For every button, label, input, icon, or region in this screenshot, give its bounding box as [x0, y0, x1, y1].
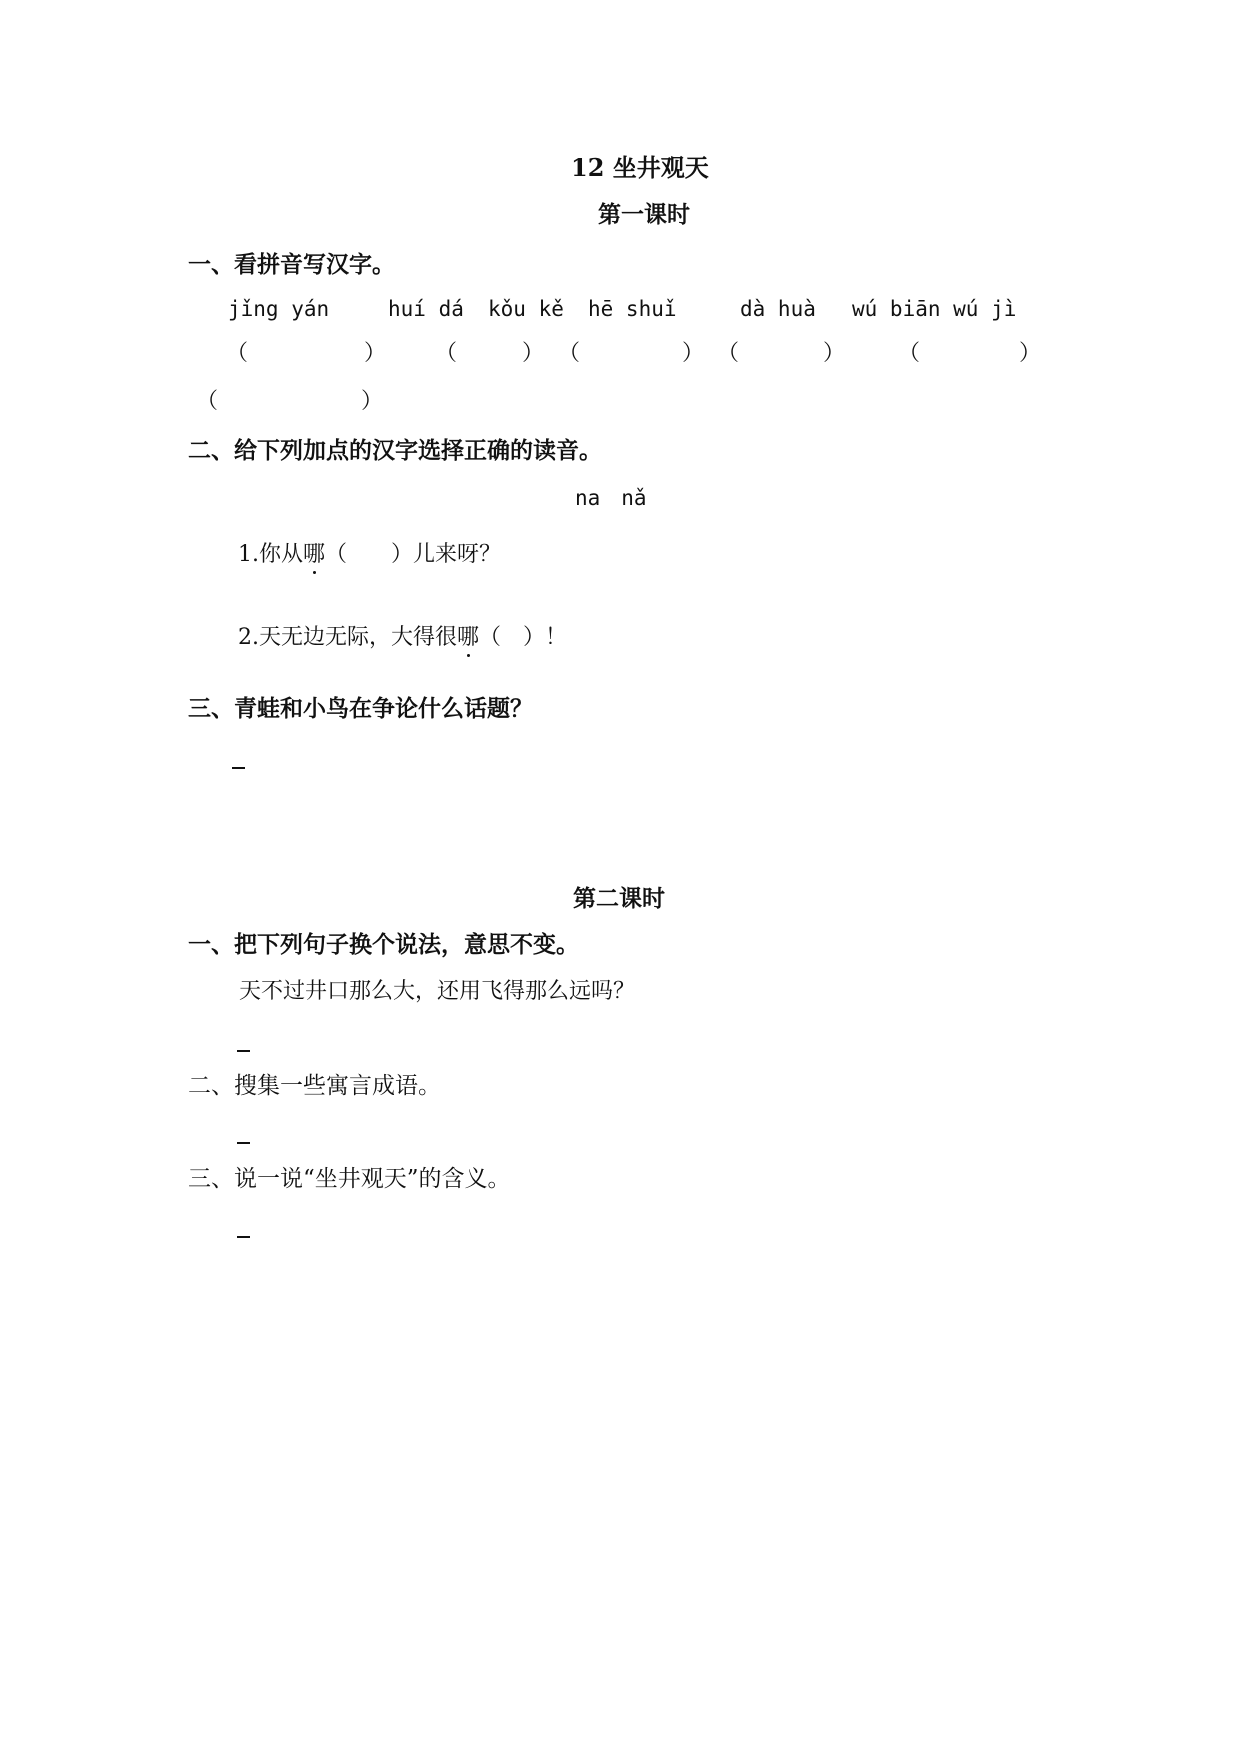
lesson1-q2-title: 二、给下列加点的汉字选择正确的读音。 — [188, 437, 602, 464]
pinyin-3: kǒu kě — [488, 297, 564, 321]
pinyin-4: hē shuǐ — [588, 297, 677, 321]
lesson2-q1-title: 一、把下列句子换个说法，意思不变。 — [188, 931, 579, 958]
lesson2-q2-title: 二、搜集一些寓言成语。 — [188, 1073, 441, 1099]
pinyin-5: dà huà — [740, 297, 816, 321]
lesson1-q3-title: 三、青蛙和小鸟在争论什么话题？ — [188, 695, 533, 722]
answer-line[interactable] — [237, 1050, 250, 1052]
lesson2-heading: 第二课时 — [573, 885, 665, 912]
lesson2-q3-title: 三、说一说“坐井观天”的含义。 — [188, 1166, 511, 1192]
page-title: 12 坐井观天 — [571, 153, 709, 182]
sentence-1: 1.你从哪 （ ）儿来呀？ — [238, 544, 501, 566]
pinyin-2: huí dá — [388, 297, 464, 321]
answer-line[interactable] — [237, 1142, 250, 1144]
emphasis-dot — [313, 571, 316, 574]
answer-line[interactable] — [232, 767, 245, 769]
reading-options: na nǎ — [575, 486, 647, 510]
dotted-char-2: 哪 — [457, 627, 479, 649]
dotted-char-1: 哪 — [303, 544, 325, 566]
lesson2-sentence: 天不过井口那么大，还用飞得那么远吗？ — [239, 979, 636, 1004]
answer-line[interactable] — [237, 1236, 250, 1238]
sentence-2: 2.天无边无际，大得很哪 （ ）！ — [238, 627, 567, 649]
lesson1-q1-title: 一、看拼音写汉字。 — [188, 251, 395, 278]
pinyin-1: jǐng yán — [228, 297, 330, 321]
pinyin-6: wú biān wú jì — [852, 297, 1017, 321]
emphasis-dot — [467, 654, 470, 657]
lesson1-heading: 第一课时 — [598, 201, 690, 228]
